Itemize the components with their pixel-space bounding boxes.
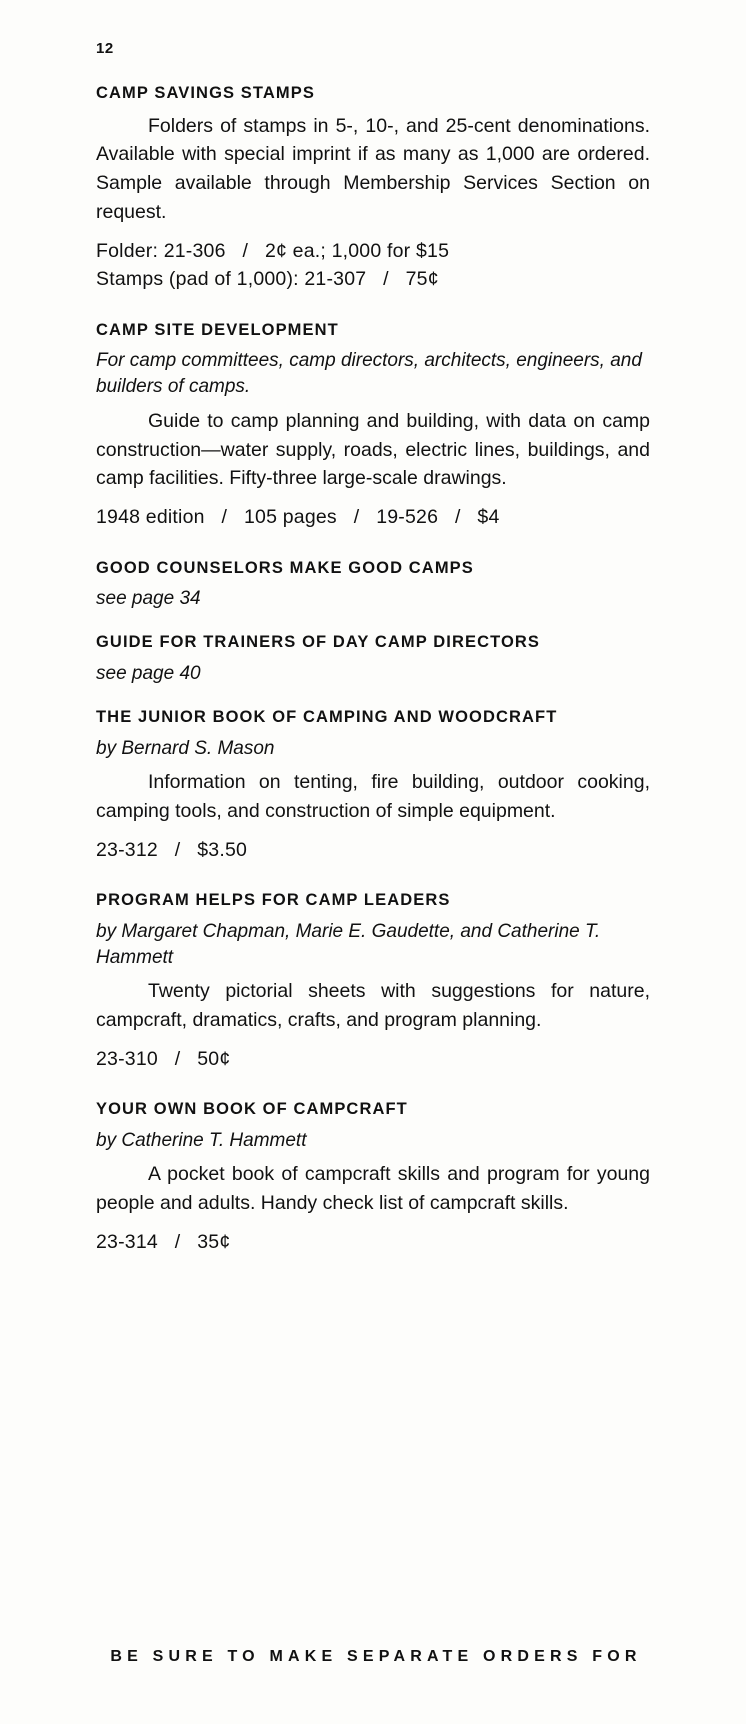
- catalog-entry: [96, 558, 650, 613]
- catalog-entry: [96, 707, 650, 864]
- entry-title: GUIDE FOR TRAINERS OF DAY CAMP DIRECTORS: [96, 633, 541, 652]
- entry-title: CAMP SITE DEVELOPMENT: [96, 320, 339, 339]
- entry-description: Folders of stamps in 5-, 10-, and 25-cent denominations. Available with special imprint if as many as 1,000 are ordered. Sample available through Membership Services Section on request.: [96, 114, 650, 224]
- entry-byline: by Catherine T. Hammett: [96, 1129, 307, 1151]
- entry-byline: by Margaret Chapman, Marie E. Gaudette, and Catherine T. Hammett: [96, 920, 601, 968]
- catalog-entry: [96, 890, 650, 1073]
- entry-description: Guide to camp planning and building, with data on camp construction—water supply, roads, electric lines, buildings, and camp facilities. Fifty-three large-scale drawings.: [96, 409, 650, 490]
- entry-price-text: 23-314 / 35¢: [96, 1230, 231, 1253]
- entry-description: Twenty pictorial sheets with suggestions for nature, campcraft, dramatics, crafts, and program planning.: [96, 980, 650, 1031]
- entry-description: Information on tenting, fire building, outdoor cooking, camping tools, and construction of simple equipment.: [96, 771, 650, 822]
- entry-cross-reference: see page 40: [96, 662, 201, 684]
- page-footer: BE SURE TO MAKE SEPARATE ORDERS FOR: [110, 1648, 642, 1665]
- entry-title: THE JUNIOR BOOK OF CAMPING AND WOODCRAFT: [96, 708, 558, 727]
- catalog-entry: [96, 83, 650, 294]
- entry-price-text: 23-310 / 50¢: [96, 1047, 231, 1070]
- entry-title: YOUR OWN BOOK OF CAMPCRAFT: [96, 1100, 408, 1119]
- catalog-entry: [96, 320, 650, 532]
- entry-title: CAMP SAVINGS STAMPS: [96, 84, 315, 102]
- entry-price-line: [96, 265, 650, 293]
- entry-title: GOOD COUNSELORS MAKE GOOD CAMPS: [96, 558, 474, 577]
- entry-description: A pocket book of campcraft skills and program for young people and adults. Handy check list of campcraft skills.: [96, 1162, 650, 1214]
- entry-price-text: 1948 edition / 105 pages / 19-526 / $4: [96, 506, 500, 529]
- entry-byline: by Bernard S. Mason: [96, 737, 275, 759]
- entry-cross-reference: see page 34: [96, 588, 201, 610]
- entry-price-text: Stamps (pad of 1,000): 21-307 / 75¢: [96, 268, 439, 291]
- page-number: 12: [96, 40, 114, 57]
- catalog-entry: [96, 1099, 650, 1256]
- entry-price-line: [96, 1228, 650, 1256]
- entry-price-text: Folder: 21-306 / 2¢ ea.; 1,000 for $15: [96, 240, 450, 263]
- entry-price-line: [96, 237, 650, 265]
- entry-price-line: [96, 503, 650, 531]
- catalog-entry: [96, 632, 650, 687]
- entry-price-text: 23-312 / $3.50: [96, 838, 248, 861]
- entry-title: PROGRAM HELPS FOR CAMP LEADERS: [96, 891, 451, 910]
- entry-price-line: [96, 836, 650, 864]
- entry-byline: For camp committees, camp directors, architects, engineers, and builders of camps.: [96, 350, 642, 398]
- entry-price-line: [96, 1045, 650, 1073]
- page-content: [96, 40, 650, 1282]
